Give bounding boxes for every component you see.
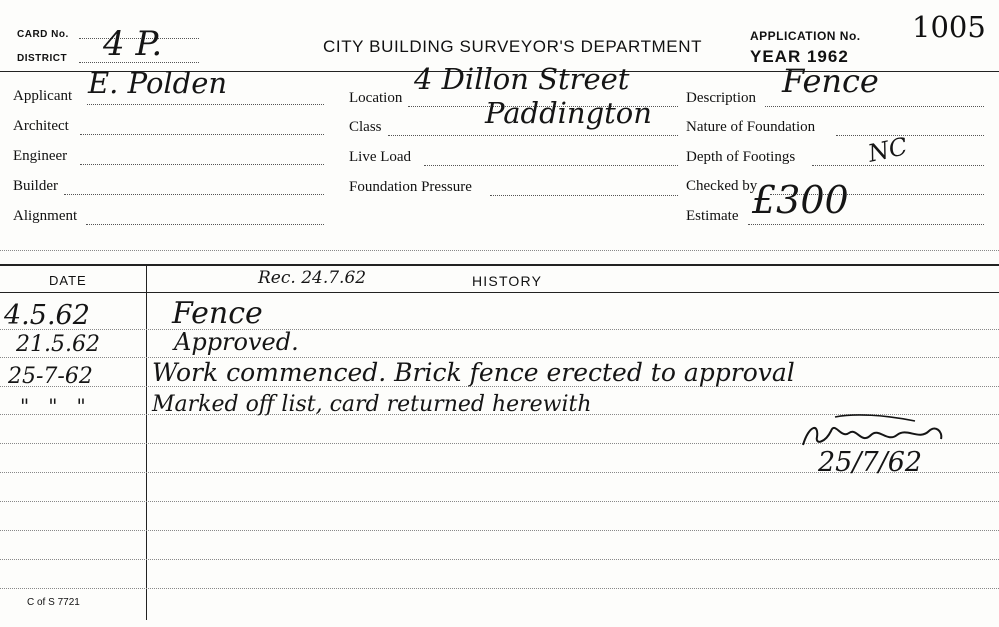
- engineer-line: [80, 164, 324, 165]
- history-column-header: HISTORY: [472, 273, 543, 289]
- ruled-line: [0, 501, 999, 502]
- applicant-line: [87, 104, 324, 105]
- district-value: 4 P.: [103, 24, 163, 64]
- year-label: YEAR 1962: [750, 47, 849, 66]
- card-no-label: CARD No.: [17, 29, 69, 40]
- signature-date: 25/7/62: [818, 447, 923, 478]
- architect-label: Architect: [13, 118, 69, 134]
- applicant-value: E. Polden: [88, 66, 228, 100]
- district-label: DISTRICT: [17, 53, 68, 64]
- architect-line: [80, 134, 324, 135]
- history-entry-date: 21.5.62: [16, 332, 100, 357]
- history-entry-text: Marked off list, card returned herewith: [152, 392, 592, 417]
- ruled-line: [0, 530, 999, 531]
- foundation-pressure-line: [490, 195, 678, 196]
- builder-line: [64, 194, 324, 195]
- estimate-label: Estimate: [686, 208, 739, 224]
- estimate-line: [748, 224, 984, 225]
- location-value-street: 4 Dillon Street: [414, 62, 630, 96]
- location-label: Location: [349, 90, 403, 106]
- alignment-line: [86, 224, 324, 225]
- history-header-rule: [0, 292, 999, 293]
- applicant-label: Applicant: [13, 88, 73, 104]
- description-label: Description: [686, 90, 756, 106]
- history-entry-date: " " ": [20, 394, 86, 418]
- form-code: C of S 7721: [27, 597, 80, 608]
- class-label: Class: [349, 119, 382, 135]
- history-entry-text: Work commenced. Brick fence erected to approval: [152, 358, 795, 387]
- depth-value: NC: [865, 132, 910, 168]
- department-title: CITY BUILDING SURVEYOR'S DEPARTMENT: [323, 37, 703, 56]
- history-entry-text: Approved.: [174, 328, 299, 356]
- builder-label: Builder: [13, 178, 58, 194]
- foundation-pressure-label: Foundation Pressure: [349, 179, 472, 195]
- live-load-label: Live Load: [349, 149, 412, 165]
- nature-line: [836, 135, 984, 136]
- history-entry-date: 25-7-62: [8, 364, 93, 389]
- alignment-label: Alignment: [13, 208, 78, 224]
- depth-line: [812, 165, 984, 166]
- history-entry-date: 4.5.62: [4, 300, 90, 331]
- location-value-suburb: Paddington: [485, 96, 652, 130]
- engineer-label: Engineer: [13, 148, 68, 164]
- description-value: Fence: [782, 62, 879, 100]
- ruled-line: [0, 329, 999, 330]
- application-no: 1005: [912, 10, 986, 44]
- history-top-rule: [0, 264, 999, 266]
- ruled-line: [0, 588, 999, 589]
- ruled-line: [0, 250, 999, 251]
- ruled-line: [0, 559, 999, 560]
- class-line: [388, 135, 678, 136]
- live-load-line: [424, 165, 678, 166]
- date-column-header: DATE: [49, 273, 87, 288]
- nature-label: Nature of Foundation: [686, 119, 816, 135]
- history-entry-text: Fence: [172, 296, 263, 331]
- description-line: [765, 106, 984, 107]
- received-note: Rec. 24.7.62: [258, 268, 367, 288]
- application-no-label: APPLICATION No.: [750, 29, 861, 43]
- depth-label: Depth of Footings: [686, 149, 796, 165]
- estimate-value: £300: [752, 178, 849, 222]
- checked-by-label: Checked by: [686, 178, 758, 194]
